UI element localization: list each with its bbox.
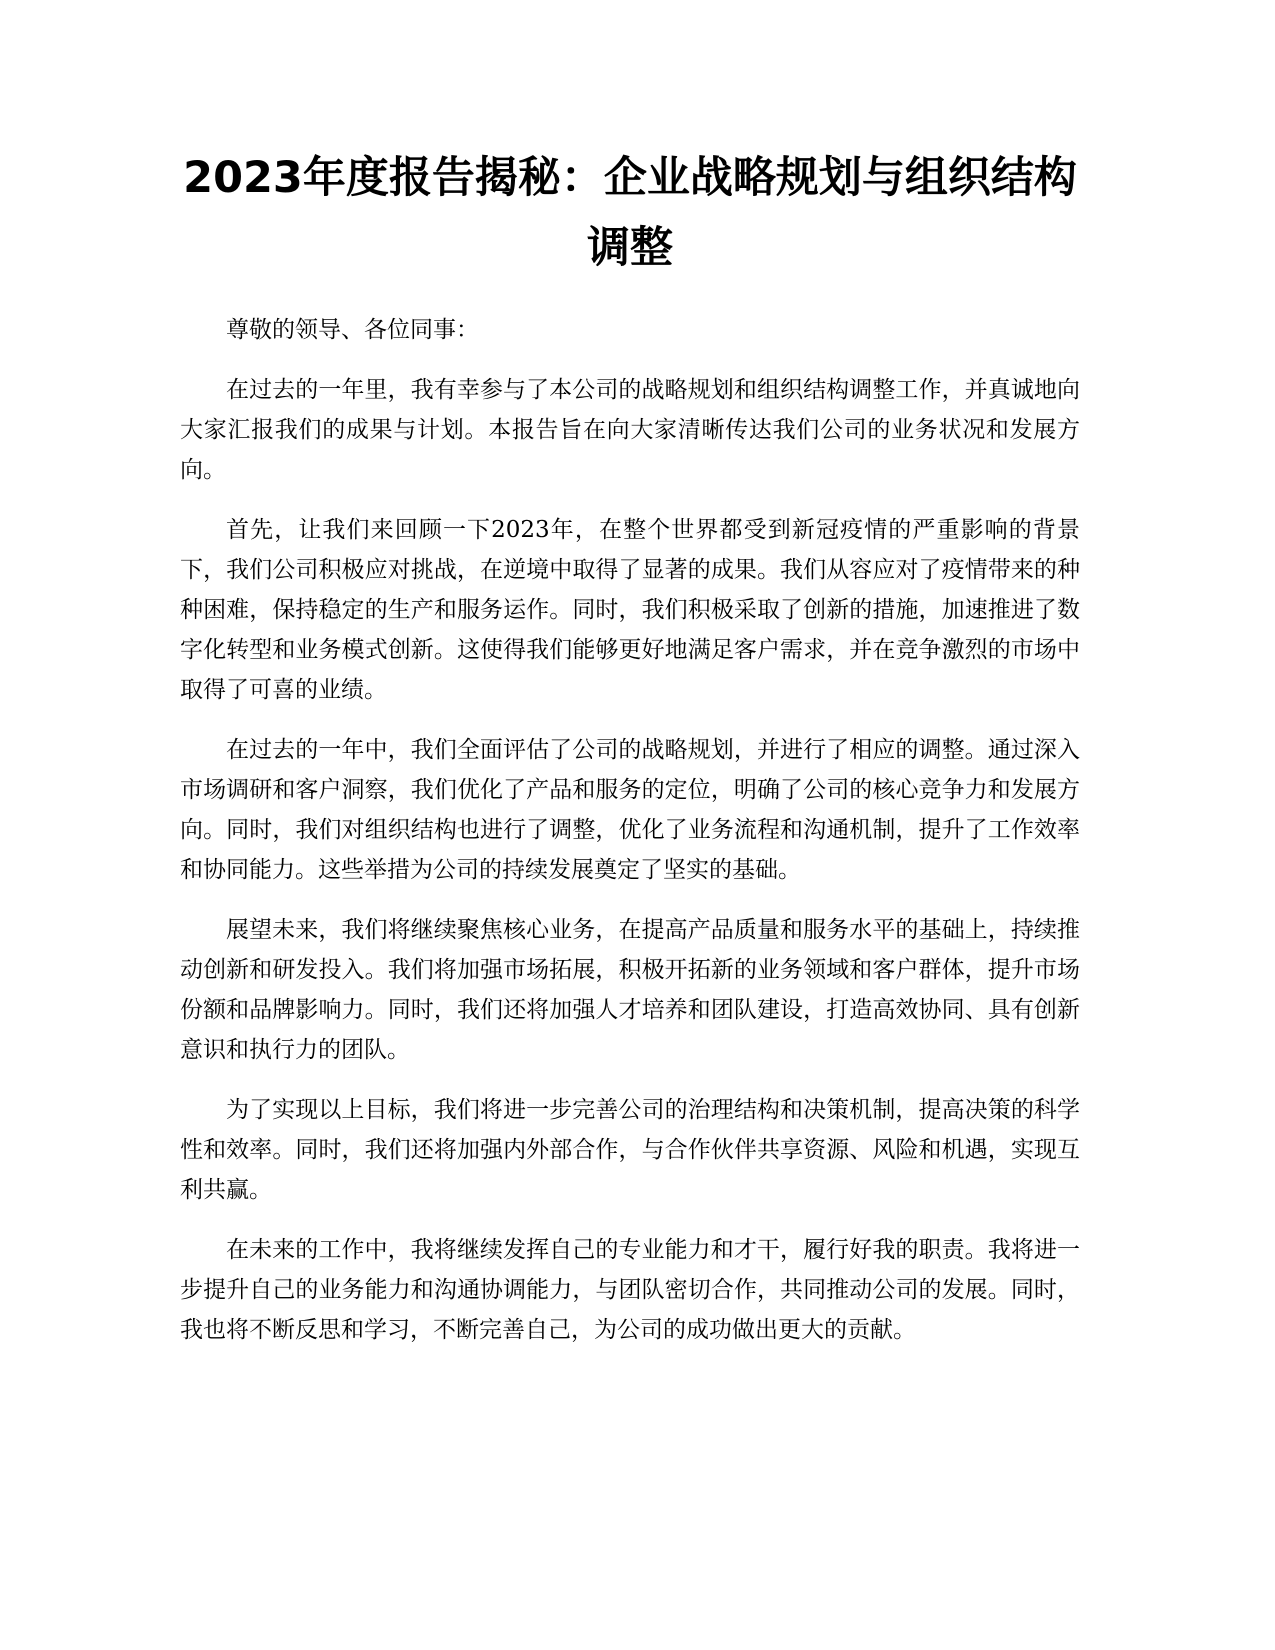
salutation-paragraph: 尊敬的领导、各位同事： xyxy=(226,317,479,343)
body-paragraph: 展望未来，我们将继续聚焦核心业务，在提高产品质量和服务水平的基础上，持续推动创新和研发投入。我们将加强市场拓展，积极开拓新的业务领域和客户群体，提升市场份额和品牌影响力。同时，我们还将加强人才培养和团队建设，打造高效协同、具有创新意识和执行力的团队。 xyxy=(180,917,1080,1063)
body-paragraph: 在过去的一年中，我们全面评估了公司的战略规划，并进行了相应的调整。通过深入市场调研和客户洞察，我们优化了产品和服务的定位，明确了公司的核心竞争力和发展方向。同时，我们对组织结构也进行了调整，优化了业务流程和沟通机制，提升了工作效率和协同能力。这些举措为公司的持续发展奠定了坚实的基础。 xyxy=(180,737,1080,883)
body-paragraph: 首先，让我们来回顾一下2023年，在整个世界都受到新冠疫情的严重影响的背景下，我们公司积极应对挑战，在逆境中取得了显著的成果。我们从容应对了疫情带来的种种困难，保持稳定的生产和服务运作。同时，我们积极采取了创新的措施，加速推进了数字化转型和业务模式创新。这使得我们能够更好地满足客户需求，并在竞争激烈的市场中取得了可喜的业绩。 xyxy=(180,517,1080,703)
document-body xyxy=(180,310,1080,1370)
body-paragraph: 在过去的一年里，我有幸参与了本公司的战略规划和组织结构调整工作，并真诚地向大家汇报我们的成果与计划。本报告旨在向大家清晰传达我们公司的业务状况和发展方向。 xyxy=(180,377,1080,483)
body-paragraph: 在未来的工作中，我将继续发挥自己的专业能力和才干，履行好我的职责。我将进一步提升自己的业务能力和沟通协调能力，与团队密切合作，共同推动公司的发展。同时，我也将不断反思和学习，不断完善自己，为公司的成功做出更大的贡献。 xyxy=(180,1237,1080,1343)
body-paragraph: 为了实现以上目标，我们将进一步完善公司的治理结构和决策机制，提高决策的科学性和效率。同时，我们还将加强内外部合作，与合作伙伴共享资源、风险和机遇，实现互利共赢。 xyxy=(180,1097,1080,1203)
document-title: 2023年度报告揭秘：企业战略规划与组织结构调整 xyxy=(183,153,1077,273)
